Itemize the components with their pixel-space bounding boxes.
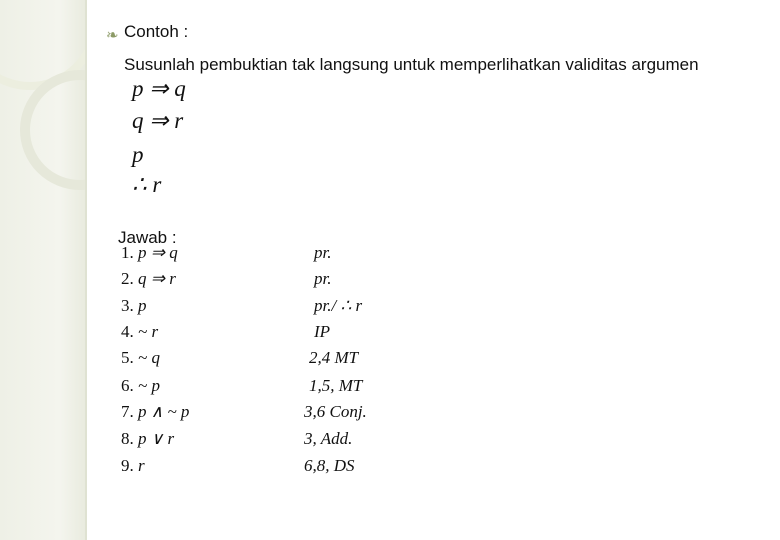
proof-step-formula: ~ q [133, 348, 160, 367]
proof-step-number: 5. [121, 348, 134, 367]
proof-step-justification: pr. [314, 243, 332, 262]
proof-step-expression [121, 322, 158, 342]
proof-step-number: 6. [121, 376, 134, 395]
proof-step-justification: 3,6 Conj. [304, 402, 367, 421]
proof-step-formula: r [133, 456, 145, 475]
proof-step [121, 322, 761, 348]
proof-step-justification: 2,4 MT [309, 348, 359, 367]
proof-step-expression [121, 429, 174, 449]
argument-conclusion: ∴ r [132, 172, 162, 197]
proof-step-formula: q ⇒ r [133, 269, 176, 288]
heading: Contoh : [124, 22, 189, 41]
proof-step-expression [121, 348, 160, 368]
proof-step-justification: IP [314, 322, 331, 341]
proof-step-justification: 1,5, MT [309, 376, 363, 395]
proof-step-number: 9. [121, 456, 134, 475]
proof-step-number: 3. [121, 296, 134, 315]
proof-step-expression [121, 376, 160, 396]
argument-premise-2: q ⇒ r [132, 108, 184, 133]
proof-step [121, 296, 761, 322]
proof-step-formula: p [133, 296, 147, 315]
proof-step-number: 1. [121, 243, 134, 262]
proof-step-number: 4. [121, 322, 134, 341]
proof-step-justification: pr./ ∴ r [314, 296, 363, 315]
argument-premise-3: p [132, 142, 144, 167]
decorative-sidebar [0, 0, 87, 540]
proof-step-number: 7. [121, 402, 134, 421]
proof-step-justification: 3, Add. [304, 429, 353, 448]
proof-step-formula: p ∨ r [133, 429, 175, 448]
proof-step-formula: p ∧ ~ p [133, 402, 190, 421]
proof-step-formula: ~ r [133, 322, 159, 341]
proof-step-number: 8. [121, 429, 134, 448]
intro-text: Susunlah pembuktian tak langsung untuk memperlihatkan validitas argumen [124, 55, 699, 74]
proof-step [121, 269, 761, 295]
proof-step [121, 456, 761, 482]
proof-step [121, 376, 761, 402]
leaf-bullet-icon: ❧ [106, 27, 119, 44]
proof-step-justification: pr. [314, 269, 332, 288]
proof-step-formula: p ⇒ q [133, 243, 178, 262]
proof-step-number: 2. [121, 269, 134, 288]
proof-step [121, 348, 761, 374]
proof-step-expression [121, 402, 189, 422]
proof-step [121, 243, 761, 269]
proof-step [121, 402, 761, 428]
proof-step-expression [121, 269, 176, 289]
proof-step-expression [121, 456, 145, 476]
proof-step [121, 429, 761, 455]
proof-step-formula: ~ p [133, 376, 160, 395]
answer-label: Jawab : [118, 228, 177, 247]
proof-step-expression [121, 296, 147, 316]
proof-step-justification: 6,8, DS [304, 456, 355, 475]
argument-premise-1: p ⇒ q [132, 76, 186, 101]
proof-step-expression [121, 243, 178, 263]
